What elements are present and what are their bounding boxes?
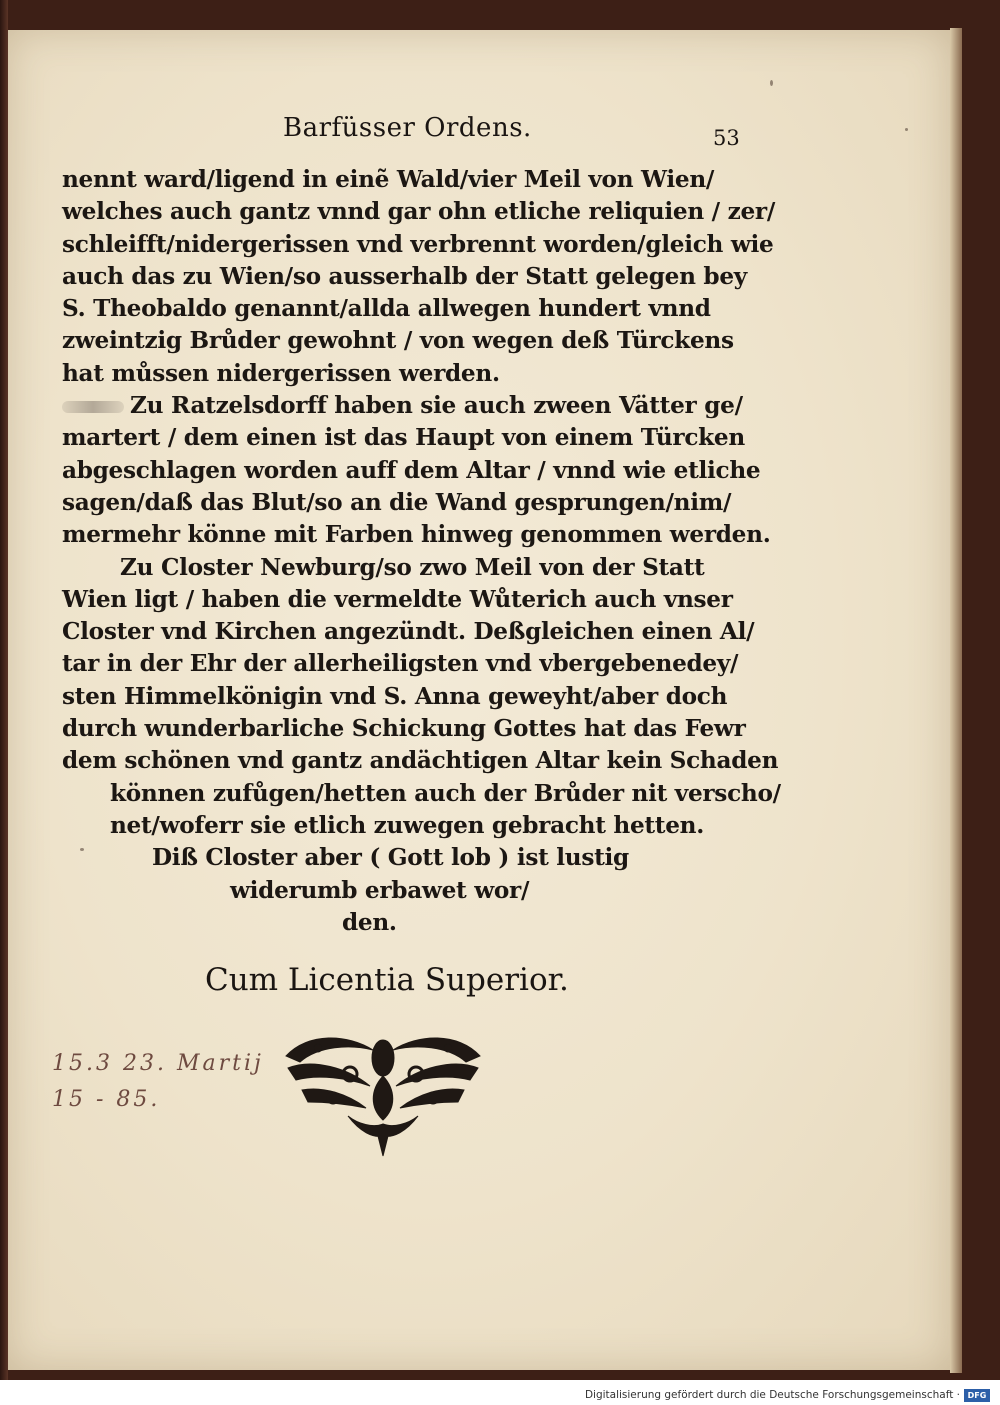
text-line: sagen/daß das Blut/so an die Wand gesprungen/nim/ bbox=[62, 488, 732, 516]
dfg-logo: DFG bbox=[964, 1389, 990, 1402]
paper-speck bbox=[905, 128, 908, 131]
text-line: S. Theobaldo genannt/allda allwegen hundert vnnd bbox=[62, 295, 711, 323]
text-line: Diß Closter aber ( Gott lob ) ist lustig bbox=[152, 844, 629, 872]
text-line: widerumb erbawet wor/ bbox=[230, 876, 530, 904]
text-line: welches auch gantz vnnd gar ohn etliche reliquien / zer/ bbox=[62, 198, 775, 226]
text-line: Wien ligt / haben die vermeldte Wůterich auch vnser bbox=[62, 585, 733, 613]
text-line: nennt ward/ligend in einẽ Wald/vier Meil von Wien/ bbox=[62, 166, 715, 193]
text-line-paragraph-start: Zu Closter Newburg/so zwo Meil von der Statt bbox=[120, 553, 705, 581]
text-line: dem schönen vnd gantz andächtigen Altar kein Schaden bbox=[62, 747, 779, 775]
text-line: schleifft/nidergerissen vnd verbrennt worden/gleich wie bbox=[62, 230, 774, 258]
ink-smudge bbox=[62, 401, 124, 413]
text-line-content: Zu Ratzelsdorff haben sie auch zween Vätter ge/ bbox=[130, 392, 743, 420]
page-edge bbox=[950, 28, 962, 1373]
footer-bar bbox=[0, 1387, 1000, 1405]
text-line: sten Himmelkönigin vnd S. Anna geweyht/aber doch bbox=[62, 682, 728, 710]
text-line: können zufůgen/hetten auch der Brůder nit verscho/ bbox=[110, 779, 781, 807]
text-line-paragraph-start bbox=[62, 390, 742, 422]
text-line: net/woferr sie etlich zuwegen gebracht hetten. bbox=[110, 811, 705, 839]
text-line: zweintzig Brůder gewohnt / von wegen deß Türckens bbox=[62, 327, 734, 355]
text-line: tar in der Ehr der allerheiligsten vnd vbergebenedey/ bbox=[62, 650, 739, 678]
text-line: auch das zu Wien/so ausserhalb der Statt gelegen bey bbox=[62, 262, 747, 290]
paper-speck bbox=[770, 80, 773, 86]
text-line: durch wunderbarliche Schickung Gottes hat das Fewr bbox=[62, 715, 746, 743]
text-line: Closter vnd Kirchen angezündt. Deßgleichen einen Al/ bbox=[62, 618, 755, 646]
text-line: abgeschlagen worden auff dem Altar / vnnd wie etliche bbox=[62, 456, 761, 484]
footer-credit: Digitalisierung gefördert durch die Deutsche Forschungsgemeinschaft · bbox=[584, 1389, 960, 1401]
page-number: 53 bbox=[713, 126, 740, 150]
floral-ornament-icon bbox=[278, 1028, 488, 1158]
text-line: hat můssen nidergerissen werden. bbox=[62, 359, 500, 387]
imprint-license: Cum Licentia Superior. bbox=[205, 962, 569, 998]
handwritten-line: 15 - 85. bbox=[52, 1087, 161, 1112]
paper-speck bbox=[80, 848, 84, 851]
body-text bbox=[62, 164, 781, 939]
book-spine-edge bbox=[0, 0, 8, 1380]
text-line: den. bbox=[342, 908, 397, 936]
handwritten-note bbox=[52, 1046, 264, 1118]
text-line: martert / dem einen ist das Haupt von einem Türcken bbox=[62, 424, 745, 452]
running-head: Barfüsser Ordens. bbox=[283, 113, 532, 143]
handwritten-line: 15.3 23. Martij bbox=[52, 1051, 264, 1076]
text-line: mermehr könne mit Farben hinweg genommen werden. bbox=[62, 521, 771, 549]
